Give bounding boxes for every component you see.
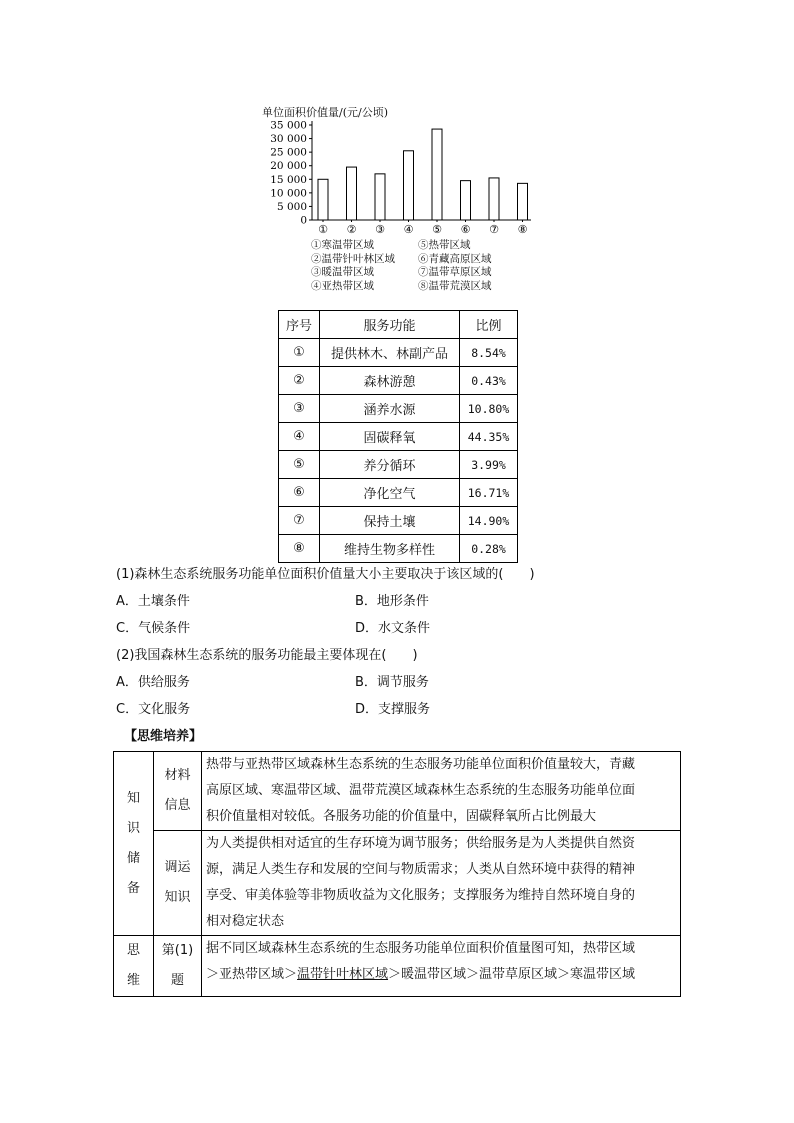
material-label-line: 信息: [164, 798, 191, 813]
thinking-label-char: 维: [126, 973, 140, 988]
q2-option-c: C．文化服务: [116, 702, 191, 717]
legend-item: ①寒温带区域: [311, 239, 374, 251]
y-tick-label: 5 000: [276, 200, 307, 213]
row-number: ⑥: [279, 479, 320, 507]
bar: [375, 174, 385, 220]
service-ratio: 3.99%: [460, 451, 518, 479]
q1-analysis-text: ＞暖温带区域＞温带草原区域＞寒温带区域: [388, 967, 636, 982]
table-row: [279, 451, 518, 479]
service-function-table: [278, 310, 518, 563]
header-cell: 序号: [279, 311, 320, 339]
material-line: 高原区域、寒温带区域、温带荒漠区域森林生态系统的生态服务功能单位面: [206, 783, 636, 798]
q1-option-c: C．气候条件: [116, 621, 191, 636]
service-name: 保持土壤: [320, 507, 460, 535]
row-number: ③: [279, 395, 320, 423]
service-name: 养分循环: [320, 451, 460, 479]
material-label-line: 材料: [164, 768, 191, 783]
bar: [518, 183, 528, 220]
q2-option-d: D．支撑服务: [355, 702, 431, 717]
service-ratio: 8.54%: [460, 339, 518, 367]
y-tick-label: 35 000: [270, 119, 307, 132]
knowledge-label-char: 知: [126, 790, 140, 806]
table-row: [279, 507, 518, 535]
service-ratio: 44.35%: [460, 423, 518, 451]
table-row: [279, 339, 518, 367]
q1-analysis-text: ＞亚热带区域＞: [206, 967, 298, 982]
question-2: (2)我国森林生态系统的服务功能最主要体现在( ): [116, 648, 418, 663]
y-tick-label: 0: [300, 214, 307, 227]
x-tick-label: ①: [318, 223, 328, 235]
service-name: 森林游憩: [320, 367, 460, 395]
q1-option-a: A．土壤条件: [116, 594, 190, 609]
service-name: 维持生物多样性: [320, 535, 460, 563]
tiaoyun-label-line: 知识: [164, 890, 191, 905]
legend-item: ④亚热带区域: [311, 279, 374, 292]
x-tick-label: ②: [346, 223, 357, 235]
bar: [489, 178, 499, 220]
row-number: ①: [279, 339, 320, 367]
bar: [461, 181, 471, 220]
header-cell: 服务功能: [320, 311, 460, 339]
q1-option-b: B．地形条件: [355, 594, 429, 609]
thinking-label-char: 思: [126, 943, 140, 958]
table-row: [114, 831, 681, 936]
service-ratio: 16.71%: [460, 479, 518, 507]
tiaoyun-line: 享受、审美体验等非物质收益为文化服务；支撑服务为维持自然环境自身的: [206, 888, 636, 903]
table-row: [279, 535, 518, 563]
q1-analysis-content: [202, 936, 681, 997]
legend-item: ⑤热带区域: [418, 239, 471, 251]
material-line: 热带与亚热带区域森林生态系统的生态服务功能单位面积价值量较大，青藏: [206, 757, 636, 772]
service-ratio: 0.28%: [460, 535, 518, 563]
table-header-row: [279, 311, 518, 339]
q1-analysis-underlined: 温带针叶林区域: [297, 967, 389, 982]
table-row: [114, 752, 681, 831]
service-ratio: 14.90%: [460, 507, 518, 535]
x-tick-label: ⑤: [432, 223, 442, 235]
tiaoyun-content: [202, 831, 681, 936]
chart-legend: [311, 237, 531, 297]
knowledge-label-char: 储: [126, 850, 140, 866]
row-number: ⑧: [279, 535, 320, 563]
knowledge-table: [113, 751, 681, 997]
bar: [318, 179, 328, 220]
knowledge-label-char: 备: [126, 880, 140, 896]
table-row: [279, 395, 518, 423]
material-line: 积价值量相对较低。各服务功能的价值量中，固碳释氧所占比例最大: [206, 809, 597, 824]
y-tick-label: 25 000: [270, 146, 307, 159]
chart-y-axis-label: 单位面积价值量/(元/公顷): [262, 106, 388, 119]
question-1: (1)森林生态系统服务功能单位面积价值量大小主要取决于该区域的( ): [116, 567, 535, 582]
table-row: [114, 936, 681, 997]
y-tick-label: 10 000: [270, 187, 307, 200]
bar: [404, 151, 414, 220]
x-tick-label: ④: [403, 223, 414, 235]
table-row: [279, 479, 518, 507]
legend-item: ③暖温带区域: [311, 266, 374, 278]
service-name: 固碳释氧: [320, 423, 460, 451]
bar: [432, 129, 442, 220]
q1-analysis-line: [206, 962, 676, 988]
service-name: 净化空气: [320, 479, 460, 507]
row-number: ②: [279, 367, 320, 395]
q2-option-a: A．供给服务: [116, 675, 190, 690]
header-cell: 比例: [460, 311, 518, 339]
service-ratio: 10.80%: [460, 395, 518, 423]
y-tick-label: 20 000: [270, 160, 307, 173]
x-tick-label: ③: [375, 223, 385, 235]
tiaoyun-line: 源，满足人类生存和发展的空间与物质需求；人类从自然环境中获得的精神: [206, 862, 636, 877]
x-tick-label: ⑧: [517, 223, 528, 235]
q1-analysis-line: 据不同区域森林生态系统的生态服务功能单位面积价值量图可知，热带区域: [206, 941, 636, 956]
legend-item: ⑥青藏高原区域: [418, 252, 492, 265]
x-tick-label: ⑥: [460, 223, 471, 235]
service-name: 涵养水源: [320, 395, 460, 423]
y-tick-label: 30 000: [270, 133, 307, 146]
bar-chart: [255, 115, 545, 235]
tiaoyun-label-line: 调运: [164, 860, 191, 875]
tiaoyun-label-cell: [154, 831, 202, 936]
legend-item: ⑧温带荒漠区域: [418, 279, 492, 292]
q1-label-cell: [154, 936, 202, 997]
x-tick-label: ⑦: [489, 223, 499, 235]
bar: [347, 167, 357, 220]
q2-option-b: B．调节服务: [355, 675, 429, 690]
material-content: [202, 752, 681, 831]
table-row: [279, 423, 518, 451]
material-label-cell: [154, 752, 202, 831]
q1-option-d: D．水文条件: [355, 621, 431, 636]
q1-label-line: 第(1): [161, 943, 194, 958]
service-name: 提供林木、林副产品: [320, 339, 460, 367]
thinking-label-cell: [114, 936, 154, 997]
tiaoyun-line: 为人类提供相对适宜的生存环境为调节服务；供给服务是为人类提供自然资: [206, 836, 636, 851]
legend-item: ②温带针叶林区域: [311, 252, 395, 265]
y-tick-label: 15 000: [270, 173, 307, 186]
service-ratio: 0.43%: [460, 367, 518, 395]
knowledge-label-cell: [114, 752, 154, 936]
q1-label-line: 题: [170, 973, 184, 988]
tiaoyun-line: 相对稳定状态: [206, 914, 285, 929]
row-number: ④: [279, 423, 320, 451]
row-number: ⑦: [279, 507, 320, 535]
table-row: [279, 367, 518, 395]
row-number: ⑤: [279, 451, 320, 479]
knowledge-label-char: 识: [126, 820, 140, 836]
thinking-heading: 【思维培养】: [124, 729, 203, 744]
legend-item: ⑦温带草原区域: [418, 266, 492, 278]
